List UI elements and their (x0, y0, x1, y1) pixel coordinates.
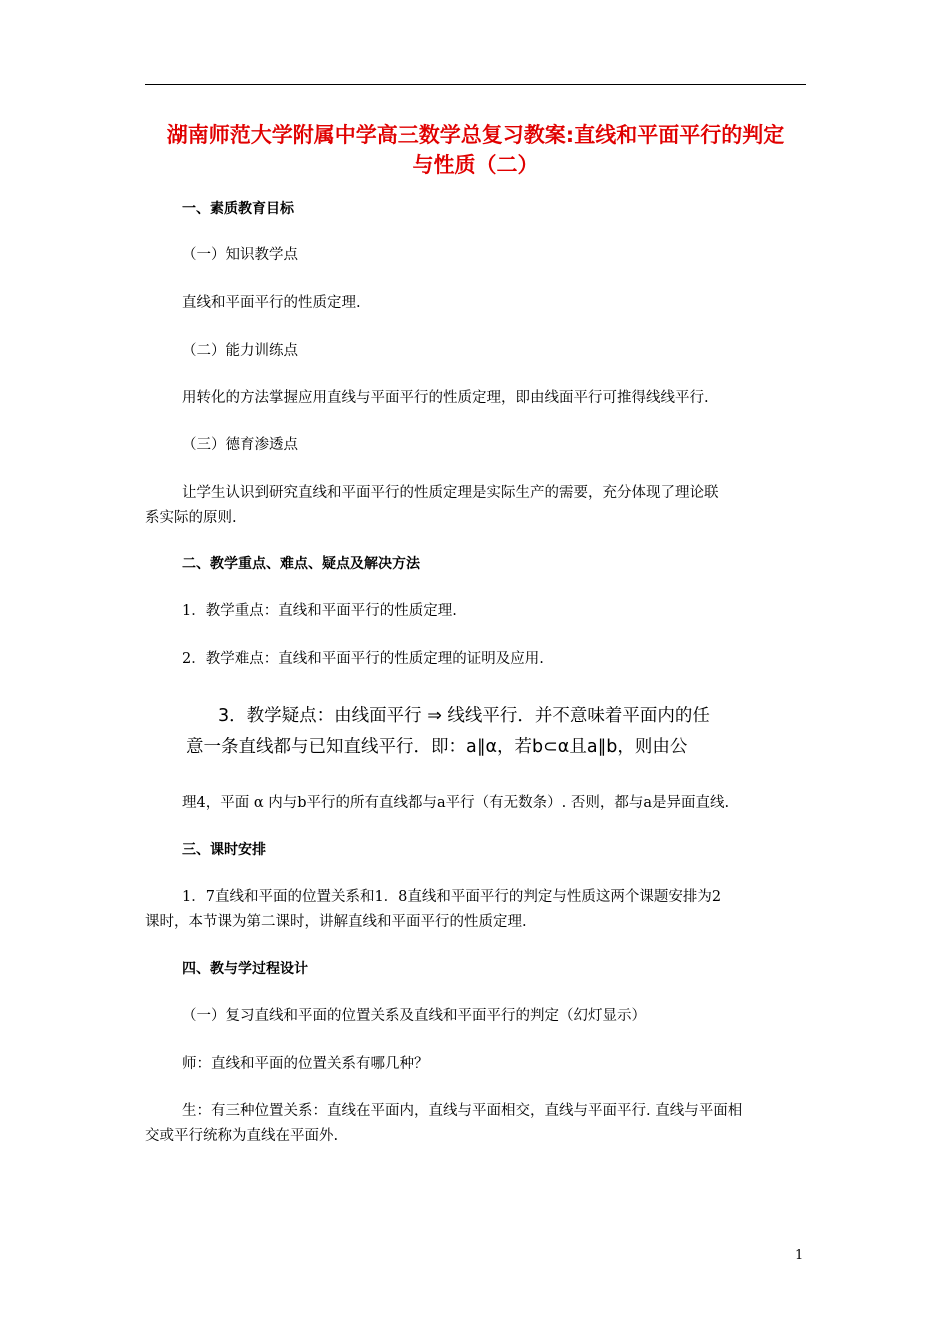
subsection-moral: （三）德育渗透点 (182, 437, 298, 453)
ability-text: 用转化的方法掌握应用直线与平面平行的性质定理，即由线面平行可推得线线平行. (182, 390, 709, 406)
student-answer-line-2: 交或平行统称为直线在平面外. (145, 1128, 339, 1144)
process-subsection-review: （一）复习直线和平面的位置关系及直线和平面平行的判定（幻灯显示） (182, 1008, 646, 1024)
title-line-2: 与性质（二） (412, 153, 539, 177)
subsection-ability: （二）能力训练点 (182, 343, 298, 359)
subsection-knowledge: （一）知识教学点 (182, 247, 298, 263)
title-line-1: 湖南师范大学附属中学高三数学总复习教案:直线和平面平行的判定 (166, 123, 785, 147)
page-number: 1 (795, 1248, 804, 1263)
moral-text-line-1: 让学生认识到研究直线和平面平行的性质定理是实际生产的需要，充分体现了理论联 (182, 485, 719, 501)
knowledge-text: 直线和平面平行的性质定理. (182, 295, 361, 311)
student-answer-line-1: 生：有三种位置关系：直线在平面内，直线与平面相交，直线与平面平行. 直线与平面相 (182, 1103, 743, 1119)
doubt-point-line-2: 意一条直线都与已知直线平行．即：a∥α，若b⊂α且a∥b，则由公 (186, 737, 688, 757)
section-1-heading: 一、素质教育目标 (182, 201, 294, 217)
schedule-text-line-2: 课时，本节课为第二课时，讲解直线和平面平行的性质定理. (145, 914, 527, 930)
section-2-heading: 二、教学重点、难点、疑点及解决方法 (182, 556, 420, 572)
teacher-question: 师：直线和平面的位置关系有哪几种？ (182, 1056, 429, 1072)
key-point: 1．教学重点：直线和平面平行的性质定理. (182, 603, 457, 619)
schedule-text-line-1: 1．7直线和平面的位置关系和1．8直线和平面平行的判定与性质这两个课题安排为2 (182, 889, 722, 905)
difficult-point: 2．教学难点：直线和平面平行的性质定理的证明及应用. (182, 651, 544, 667)
section-3-heading: 三、课时安排 (182, 842, 266, 858)
section-4-heading: 四、教与学过程设计 (182, 961, 308, 977)
doubt-point-line-1: 3．教学疑点：由线面平行 ⇒ 线线平行．并不意味着平面内的任 (218, 706, 710, 726)
moral-text-line-2: 系实际的原则. (145, 510, 237, 526)
document-title (145, 120, 806, 180)
doubt-point-line-3: 理4，平面 α 内与b平行的所有直线都与a平行（有无数条）. 否则，都与a是异面直线. (182, 795, 730, 811)
header-rule (145, 84, 806, 85)
